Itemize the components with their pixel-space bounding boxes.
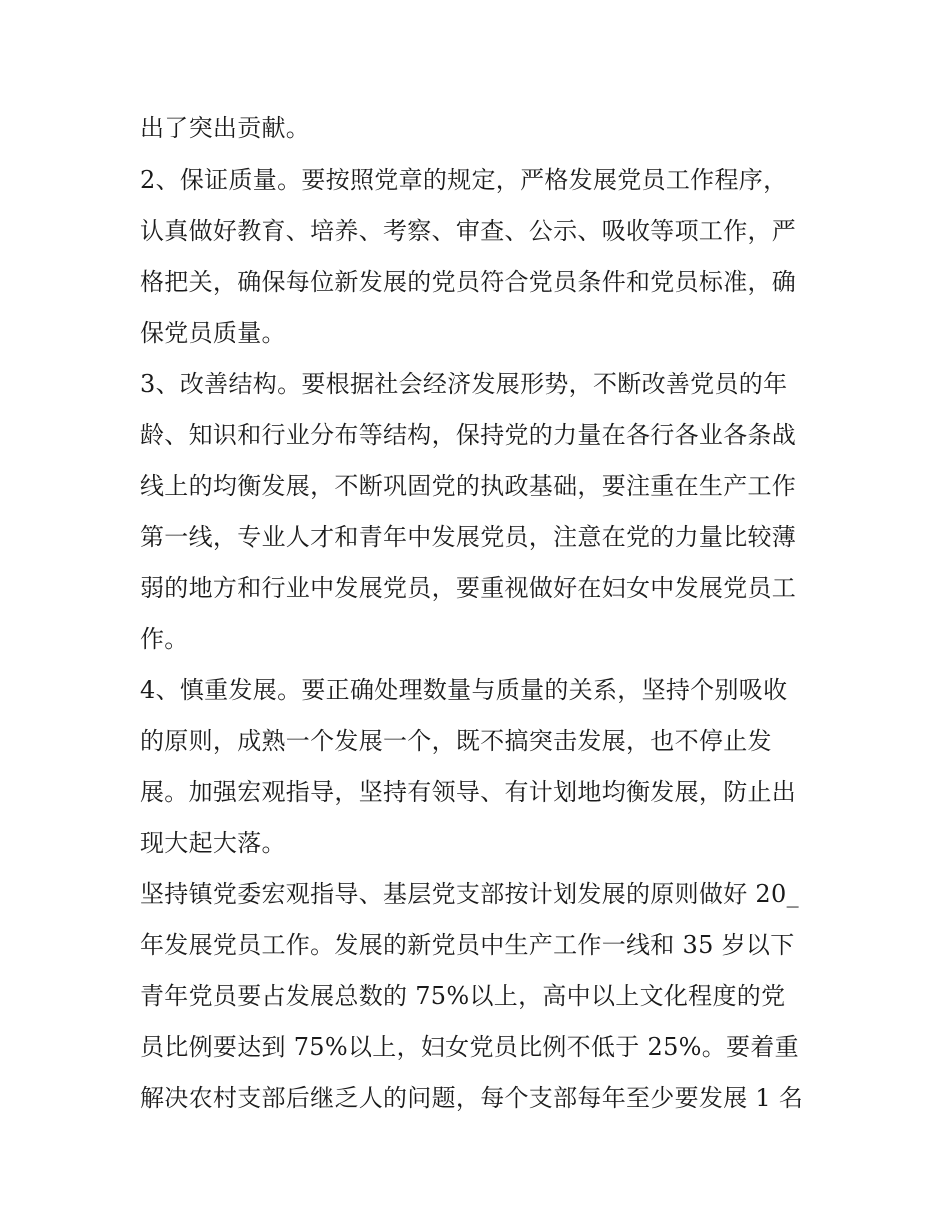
text-line: 保党员质量。 <box>140 319 286 347</box>
text-line: 线上的均衡发展，不断巩固党的执政基础，要注重在生产工作 <box>140 472 797 500</box>
text-line: 展。加强宏观指导，坚持有领导、有计划地均衡发展，防止出 <box>140 778 797 806</box>
text-line: 格把关，确保每位新发展的党员符合党员条件和党员标准，确 <box>140 268 797 296</box>
text-line: 坚持镇党委宏观指导、基层党支部按计划发展的原则做好 20_ <box>140 880 799 908</box>
text-line: 3、改善结构。要根据社会经济发展形势，不断改善党员的年 <box>140 370 788 398</box>
text-line: 年发展党员工作。发展的新党员中生产工作一线和 35 岁以下 <box>140 931 795 959</box>
text-line: 出了突出贡献。 <box>140 114 311 142</box>
text-line: 认真做好教育、培养、考察、审查、公示、吸收等项工作，严 <box>140 217 797 245</box>
text-line: 作。 <box>140 625 189 653</box>
text-line: 2、保证质量。要按照党章的规定，严格发展党员工作程序， <box>140 166 788 194</box>
text-line: 4、慎重发展。要正确处理数量与质量的关系，坚持个别吸收 <box>140 676 788 704</box>
text-line: 现大起大落。 <box>140 829 286 857</box>
text-line: 员比例要达到 75%以上，妇女党员比例不低于 25%。要着重 <box>140 1033 799 1061</box>
text-line: 弱的地方和行业中发展党员，要重视做好在妇女中发展党员工 <box>140 574 797 602</box>
text-line: 龄、知识和行业分布等结构，保持党的力量在各行各业各条战 <box>140 421 797 449</box>
text-line: 第一线，专业人才和青年中发展党员，注意在党的力量比较薄 <box>140 523 797 551</box>
text-line: 的原则，成熟一个发展一个，既不搞突击发展，也不停止发 <box>140 727 772 755</box>
text-line: 青年党员要占发展总数的 75%以上，高中以上文化程度的党 <box>140 982 786 1010</box>
text-line: 解决农村支部后继乏人的问题，每个支部每年至少要发展 1 名 <box>140 1084 804 1112</box>
